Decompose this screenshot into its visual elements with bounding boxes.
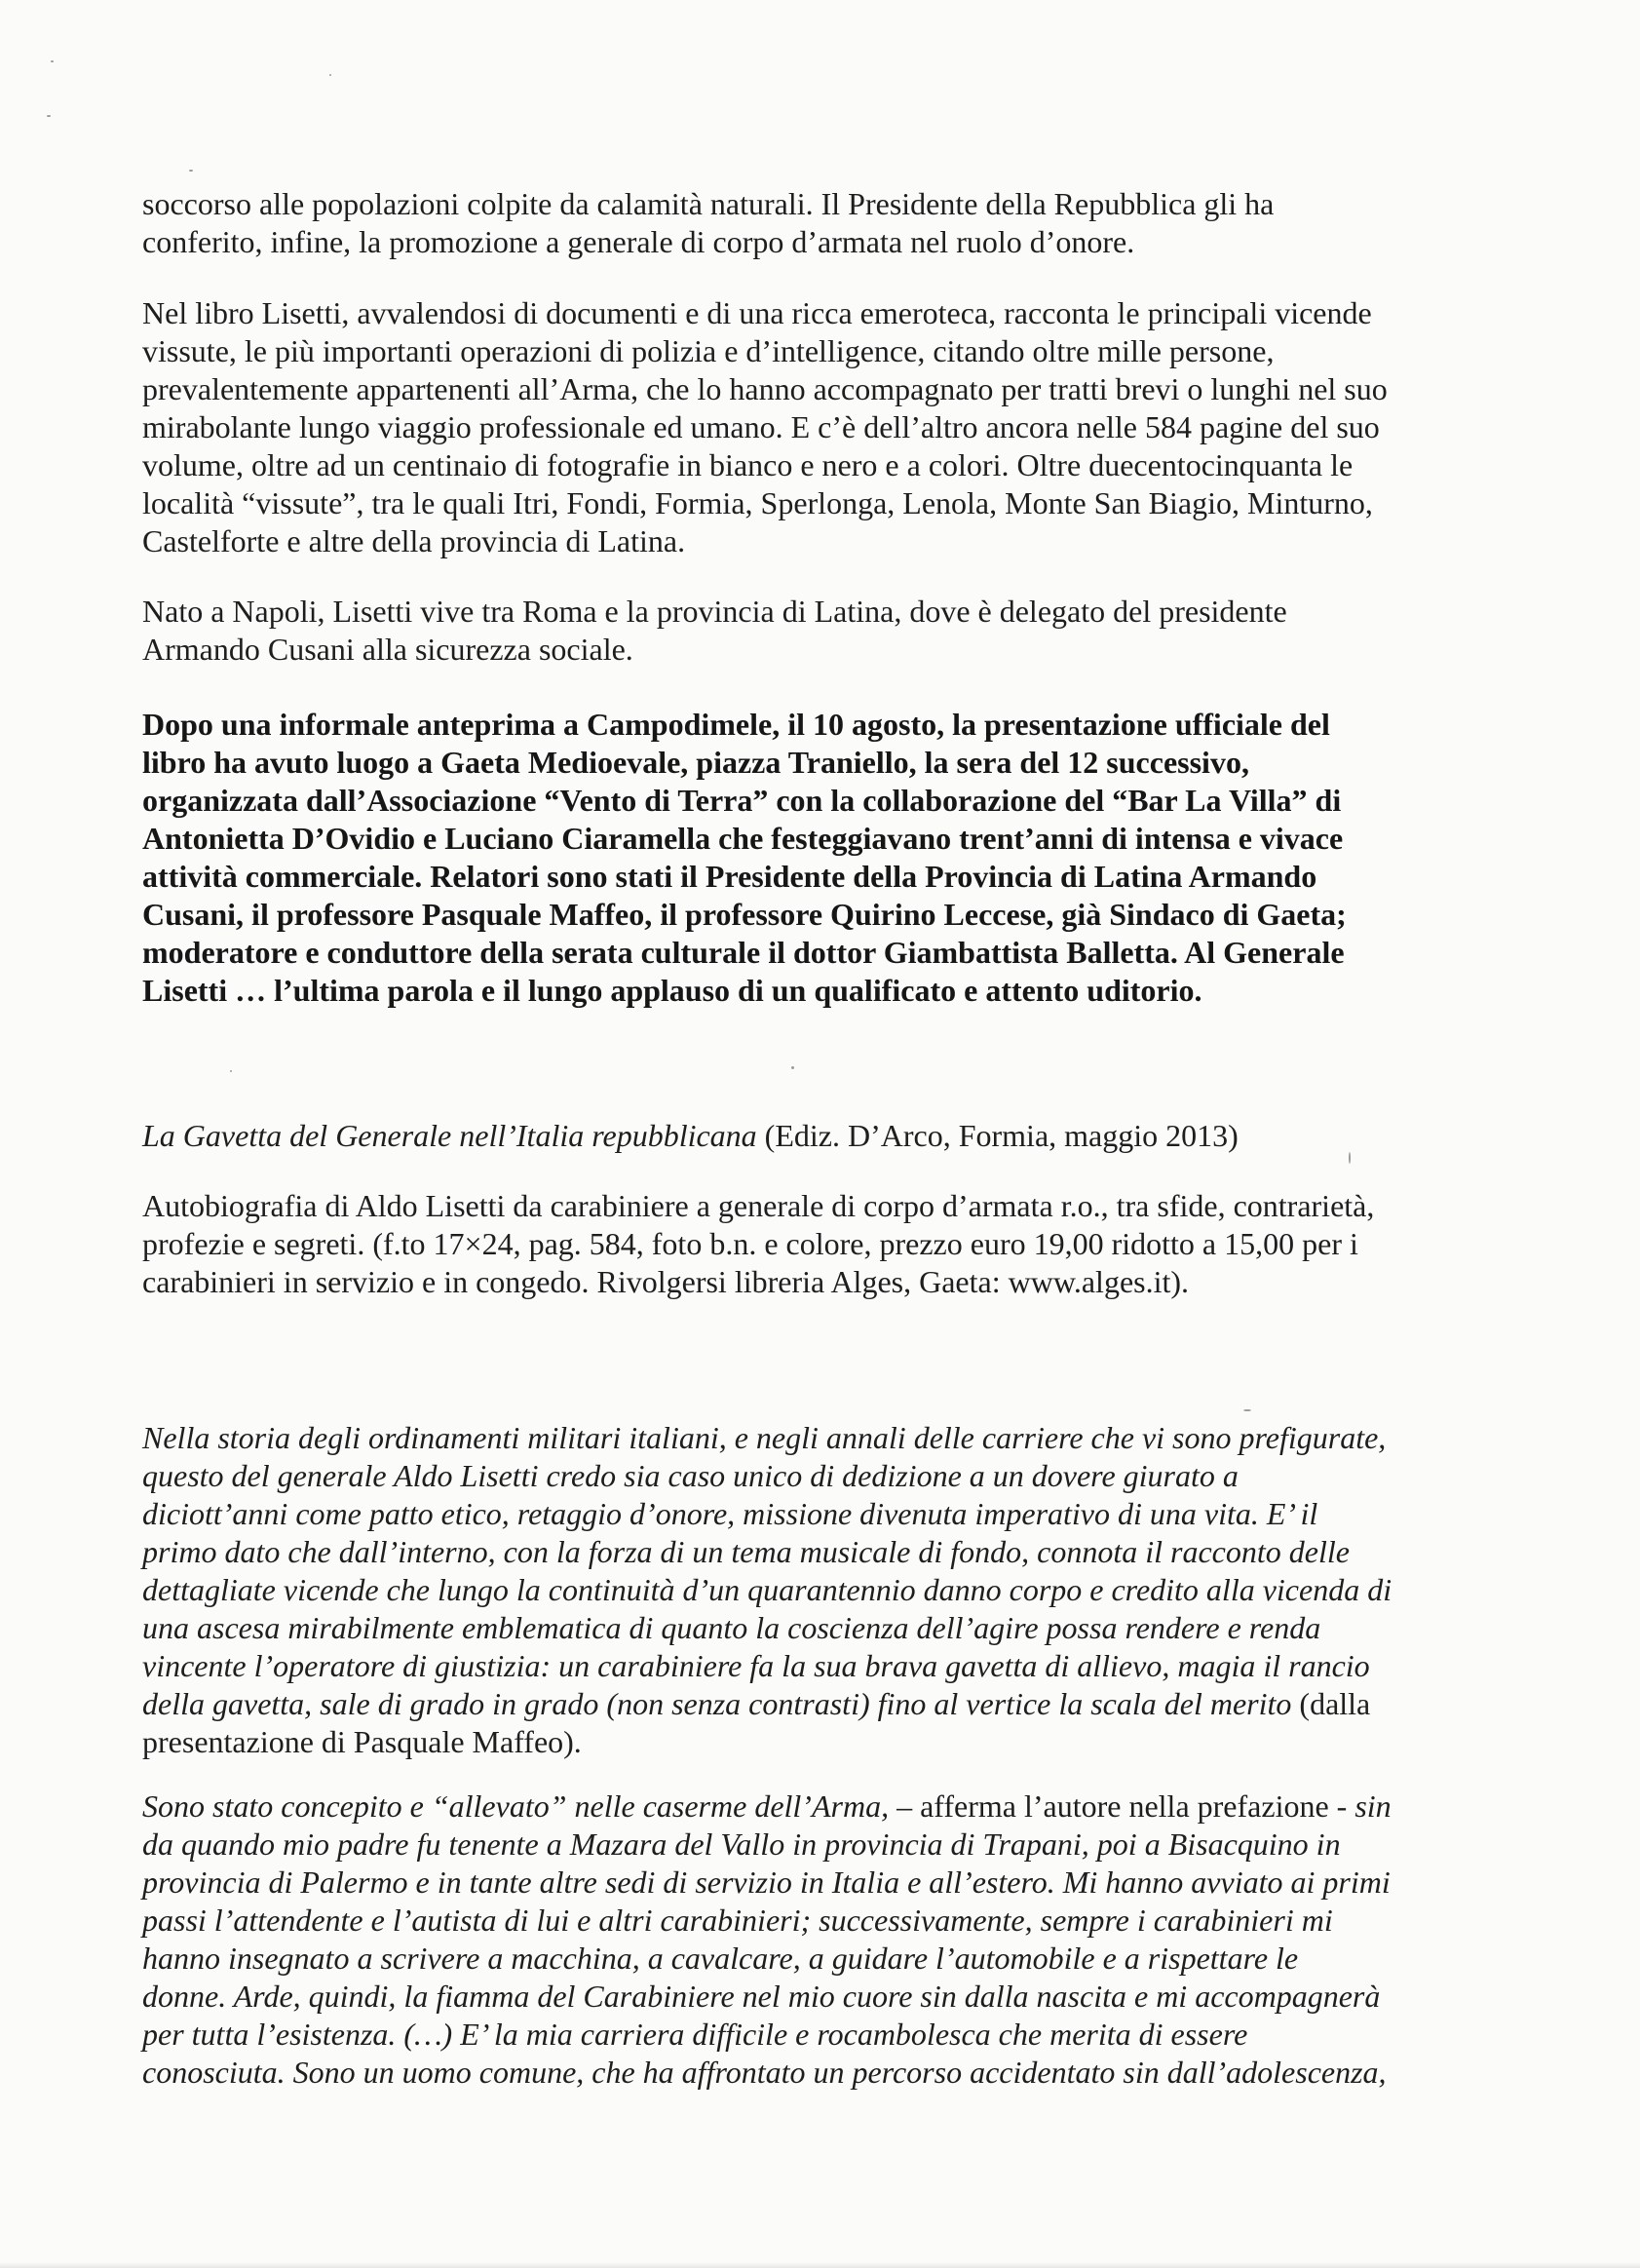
paragraph-2 (142, 294, 1487, 560)
paragraph-3 (142, 593, 1487, 669)
book-title-line (142, 1117, 1487, 1155)
text-line: soccorso alle popolazioni colpite da calamità naturali. Il Presidente della Repubblica gli ha (142, 186, 1275, 221)
text-line: Antonietta D’Ovidio e Luciano Ciaramella che festeggiavano trent’anni di intensa e vivace (142, 821, 1344, 856)
text-line: donne. Arde, quindi, la fiamma del Carabiniere nel mio cuore sin dalla nascita e mi accompagnerà (142, 1979, 1381, 2014)
text-line: attività commerciale. Relatori sono stati il Presidente della Provincia di Latina Armando (142, 859, 1317, 894)
text-line (142, 1117, 1487, 1155)
text-line: prevalentemente appartenenti all’Arma, che lo hanno accompagnato per tratti brevi o lunghi nel suo (142, 371, 1388, 406)
text-line: passi l’attendente e l’autista di lui e altri carabinieri; successivamente, sempre i carabinieri mi (142, 1903, 1333, 1938)
text-line: località “vissute”, tra le quali Itri, Fondi, Formia, Sperlonga, Lenola, Monte San Biagio, Minturno, (142, 485, 1373, 520)
text-line: Dopo una informale anteprima a Campodimele, il 10 agosto, la presentazione ufficiale del (142, 707, 1330, 742)
text-line: dettagliate vicende che lungo la continuità d’un quarantennio danno corpo e credito alla vicenda di (142, 1572, 1392, 1607)
text-line: conferito, infine, la promozione a generale di corpo d’armata nel ruolo d’onore. (142, 224, 1135, 259)
text-line: vincente l’operatore di giustizia: un carabiniere fa la sua brava gavetta di allievo, magia il rancio (142, 1648, 1370, 1683)
quote-fragment: della gavetta, sale di grado in grado (non senza contrasti) fino al vertice la scala del merito (142, 1686, 1292, 1721)
quote-attribution: afferma l’autore nella prefazione - (912, 1788, 1355, 1824)
text-line: profezie e segreti. (f.to 17×24, pag. 584, foto b.n. e colore, prezzo euro 19,00 ridotto a 15,00 per i (142, 1226, 1358, 1261)
book-edition: (Ediz. D’Arco, Formia, maggio 2013) (756, 1118, 1239, 1153)
paragraph-7-quote (142, 1419, 1487, 1761)
text-line: Lisetti … l’ultima parola e il lungo applauso di un qualificato e attento uditorio. (142, 973, 1202, 1008)
quote-fragment: sin (1354, 1788, 1392, 1824)
scan-speck (329, 74, 331, 76)
text-line: Nel libro Lisetti, avvalendosi di documenti e di una ricca emeroteca, racconta le principali vicende (142, 295, 1372, 330)
quote-fragment: Sono stato concepito e “allevato” nelle caserme dell’Arma, – (142, 1788, 913, 1824)
text-line: diciott’anni come patto etico, retaggio d’onore, missione divenuta imperativo di una vita. E’ il (142, 1496, 1318, 1531)
text-line: Nella storia degli ordinamenti militari italiani, e negli annali delle carriere che vi sono prefigurate, (142, 1420, 1387, 1455)
text-line: Autobiografia di Aldo Lisetti da carabiniere a generale di corpo d’armata r.o., tra sfide, contrarietà, (142, 1188, 1375, 1223)
text-line: hanno insegnato a scrivere a macchina, a cavalcare, a guidare l’automobile e a rispettare le (142, 1941, 1299, 1976)
text-line (142, 1787, 1487, 1826)
scan-edge-shadow (0, 2262, 1640, 2268)
book-title: La Gavetta del Generale nell’Italia repubblicana (142, 1118, 757, 1153)
text-line (142, 1685, 1487, 1723)
text-line: provincia di Palermo e in tante altre sedi di servizio in Italia e all’estero. Mi hanno avviato ai primi (142, 1864, 1391, 1900)
text-line: vissute, le più importanti operazioni di polizia e d’intelligence, citando oltre mille persone, (142, 333, 1275, 368)
scan-speck (47, 115, 51, 117)
quote-attribution-start: (dalla (1291, 1686, 1371, 1721)
scan-speck (1243, 1409, 1251, 1411)
scan-speck (51, 60, 54, 62)
text-line: conosciuta. Sono un uomo comune, che ha affrontato un percorso accidentato sin dall’adolescenza, (142, 2055, 1387, 2090)
paragraph-8-quote (142, 1787, 1487, 2092)
text-line: moderatore e conduttore della serata culturale il dottor Giambattista Balletta. Al Generale (142, 935, 1345, 970)
text-line: Cusani, il professore Pasquale Maffeo, il professore Quirino Leccese, già Sindaco di Gaeta; (142, 897, 1347, 932)
text-line: organizzata dall’Associazione “Vento di Terra” con la collaborazione del “Bar La Villa” di (142, 783, 1342, 818)
text-line: Castelforte e altre della provincia di Latina. (142, 523, 686, 558)
text-line: libro ha avuto luogo a Gaeta Medioevale, piazza Traniello, la sera del 12 successivo, (142, 745, 1249, 780)
text-line: primo dato che dall’interno, con la forza di un tema musicale di fondo, connota il racconto delle (142, 1534, 1350, 1569)
text-line: una ascesa mirabilmente emblematica di quanto la coscienza dell’agire possa rendere e renda (142, 1610, 1321, 1645)
text-line: carabinieri in servizio e in congedo. Rivolgersi libreria Alges, Gaeta: www.alges.it). (142, 1264, 1190, 1299)
text-line: Armando Cusani alla sicurezza sociale. (142, 632, 633, 667)
text-line: da quando mio padre fu tenente a Mazara del Vallo in provincia di Trapani, poi a Bisacquino in (142, 1826, 1341, 1862)
paragraph-4-bold (142, 706, 1487, 1010)
paragraph-1 (142, 185, 1487, 261)
text-line: Nato a Napoli, Lisetti vive tra Roma e la provincia di Latina, dove è delegato del presidente (142, 594, 1287, 629)
text-line: presentazione di Pasquale Maffeo). (142, 1724, 582, 1759)
text-line: questo del generale Aldo Lisetti credo sia caso unico di dedizione a un dovere giurato a (142, 1458, 1239, 1493)
text-line: mirabolante lungo viaggio professionale ed umano. E c’è dell’altro ancora nelle 584 pagine del suo (142, 409, 1380, 444)
scan-speck (791, 1066, 794, 1069)
paragraph-6 (142, 1187, 1487, 1301)
scan-speck (230, 1070, 232, 1072)
scan-speck (189, 170, 193, 172)
text-line: per tutta l’esistenza. (…) E’ la mia carriera difficile e rocambolesca che merita di essere (142, 2017, 1248, 2052)
text-line: volume, oltre ad un centinaio di fotografie in bianco e nero e a colori. Oltre duecentocinquanta le (142, 447, 1354, 482)
